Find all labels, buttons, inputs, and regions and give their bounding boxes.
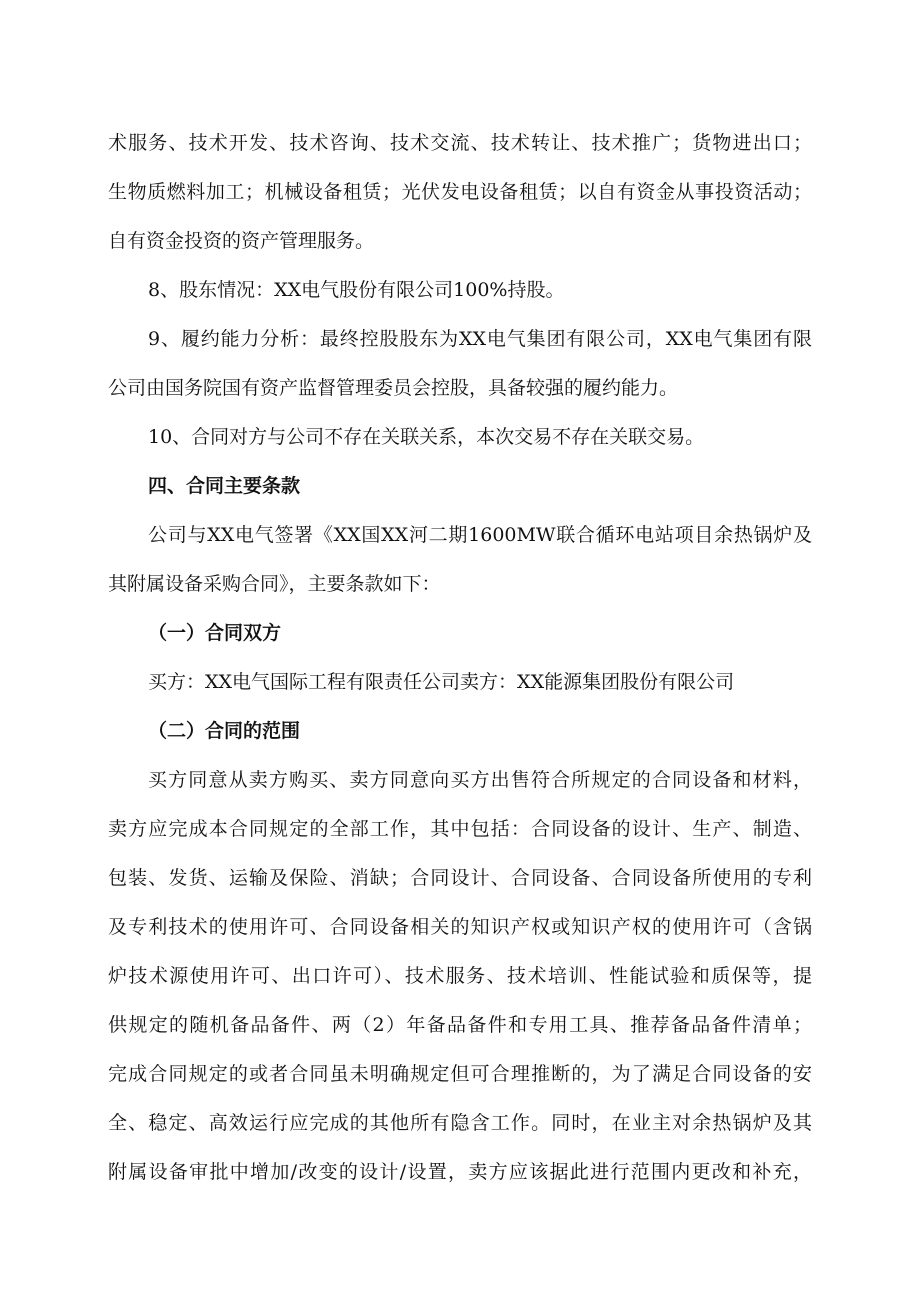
paragraph-line: 供规定的随机备品备件、两（2）年备品备件和专用工具、推荐备品备件清单； [108,1014,812,1036]
paragraph-line: 公司与XX电气签署《XX国XX河二期1600MW联合循环电站项目余热锅炉及 [148,524,812,546]
paragraph-line: 自有资金投资的资产管理服务。 [108,230,375,252]
paragraph-line: 炉技术源使用许可、出口许可）、技术服务、技术培训、性能试验和质保等，提 [108,965,812,987]
paragraph-line: 及专利技术的使用许可、合同设备相关的知识产权或知识产权的使用许可（含锅 [108,916,812,938]
paragraph-line: 其附属设备采购合同》，主要条款如下： [108,573,441,595]
paragraph-line: 生物质燃料加工；机械设备租赁；光伏发电设备租赁；以自有资金从事投资活动； [108,181,812,203]
paragraph-line: 买方同意从卖方购买、卖方同意向买方出售符合所规定的合同设备和材料， [148,769,812,791]
paragraph-line: 公司由国务院国有资产监督管理委员会控股，具备较强的履约能力。 [108,377,679,399]
shareholder-line: 8、股东情况：XX电气股份有限公司100%持股。 [148,279,565,301]
parties-line: 买方：XX电气国际工程有限责任公司卖方：XX能源集团股份有限公司 [148,671,735,693]
subsection-heading: （一）合同双方 [148,622,282,644]
paragraph-line: 卖方应完成本合同规定的全部工作，其中包括：合同设备的设计、生产、制造、 [108,818,812,840]
paragraph-line: 术服务、技术开发、技术咨询、技术交流、技术转让、技术推广；货物进出口； [108,132,812,154]
paragraph-line: 包装、发货、运输及保险、消缺；合同设计、合同设备、合同设备所使用的专利 [108,867,812,889]
related-party-line: 10、合同对方与公司不存在关联关系，本次交易不存在关联交易。 [148,426,705,448]
paragraph-line: 完成合同规定的或者合同虽未明确规定但可合理推断的，为了满足合同设备的安 [108,1063,812,1085]
subsection-heading: （二）合同的范围 [148,720,301,742]
performance-line: 9、履约能力分析：最终控股股东为XX电气集团有限公司，XX电气集团有限 [148,328,812,350]
paragraph-line: 附属设备审批中增加/改变的设计/设置，卖方应该据此进行范围内更改和补充， [108,1161,812,1183]
section-heading: 四、合同主要条款 [148,475,301,497]
paragraph-line: 全、稳定、高效运行应完成的其他所有隐含工作。同时，在业主对余热锅炉及其 [108,1112,812,1134]
